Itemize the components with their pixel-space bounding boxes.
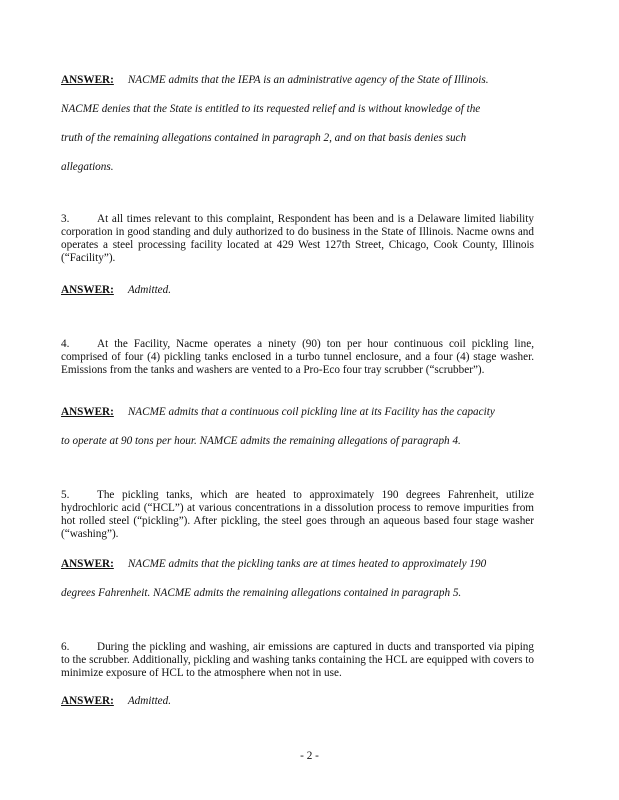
page-number: - 2 -: [300, 750, 319, 762]
paragraph-number: 5.: [61, 489, 70, 501]
paragraph-text: At all times relevant to this complaint, Respondent has been and is a Delaware limited liability corporation in good standing and duly authorized to do business in the State of Illinois. Nacme owns and operates a steel processing facility located at 429 West 127th Street, Chicago, Cook County, Illinois (“Facility”).: [61, 213, 534, 264]
answer-text: NACME admits that the pickling tanks are at times heated to approximately 190: [127, 558, 487, 570]
paragraph-5: [61, 489, 534, 541]
answer-6: [61, 694, 534, 708]
answer-text: Admitted.: [127, 695, 172, 707]
answer-label: ANSWER:: [61, 558, 114, 570]
answer-label: ANSWER:: [61, 284, 114, 296]
paragraph-number: 6.: [61, 641, 70, 653]
answer-label: ANSWER:: [61, 406, 114, 418]
answer-2-line-1: [61, 73, 534, 87]
paragraph-4: [61, 338, 534, 377]
answer-label: ANSWER:: [61, 74, 114, 86]
paragraph-text: At the Facility, Nacme operates a ninety (90) ton per hour continuous coil pickling line, comprised of four (4) pickling tanks enclosed in a turbo tunnel enclosure, and a four (4) stage washer. Emissions from the tanks and washers are vented to a Pro-Eco four tray scrubber (“scrubber”).: [61, 338, 534, 376]
answer-2-line-2: NACME denies that the State is entitled to its requested relief and is without knowledge of the: [61, 103, 481, 115]
paragraph-3: [61, 213, 534, 265]
paragraph-text: During the pickling and washing, air emissions are captured in ducts and transported via piping to the scrubber. Additionally, pickling and washing tanks containing the HCL are equipped with covers to minimize exposure of HCL to the atmosphere when not in use.: [61, 641, 534, 679]
answer-label: ANSWER:: [61, 695, 114, 707]
answer-text: NACME admits that a continuous coil pickling line at its Facility has the capacity: [127, 406, 495, 418]
paragraph-number: 3.: [61, 213, 70, 225]
answer-2-line-3: truth of the remaining allegations contained in paragraph 2, and on that basis denies such: [61, 132, 467, 144]
answer-4-line-2: to operate at 90 tons per hour. NAMCE admits the remaining allegations of paragraph 4.: [61, 435, 461, 447]
paragraph-6: [61, 641, 534, 680]
answer-2-line-4: allegations.: [61, 161, 114, 173]
answer-3: [61, 283, 534, 297]
answer-text: NACME admits that the IEPA is an administrative agency of the State of Illinois.: [127, 74, 489, 86]
paragraph-text: The pickling tanks, which are heated to approximately 190 degrees Fahrenheit, utilize hydrochloric acid (“HCL”) at various concentrations in a dissolution process to remove impurities from hot rolled steel (“pickling”). After pickling, the steel goes through an aqueous based four stage washer (“washing”).: [61, 489, 534, 540]
paragraph-number: 4.: [61, 338, 70, 350]
answer-4-line-1: [61, 405, 534, 419]
answer-text: Admitted.: [127, 284, 172, 296]
answer-5-line-2: degrees Fahrenheit. NACME admits the remaining allegations contained in paragraph 5.: [61, 587, 462, 599]
answer-5-line-1: [61, 557, 534, 571]
